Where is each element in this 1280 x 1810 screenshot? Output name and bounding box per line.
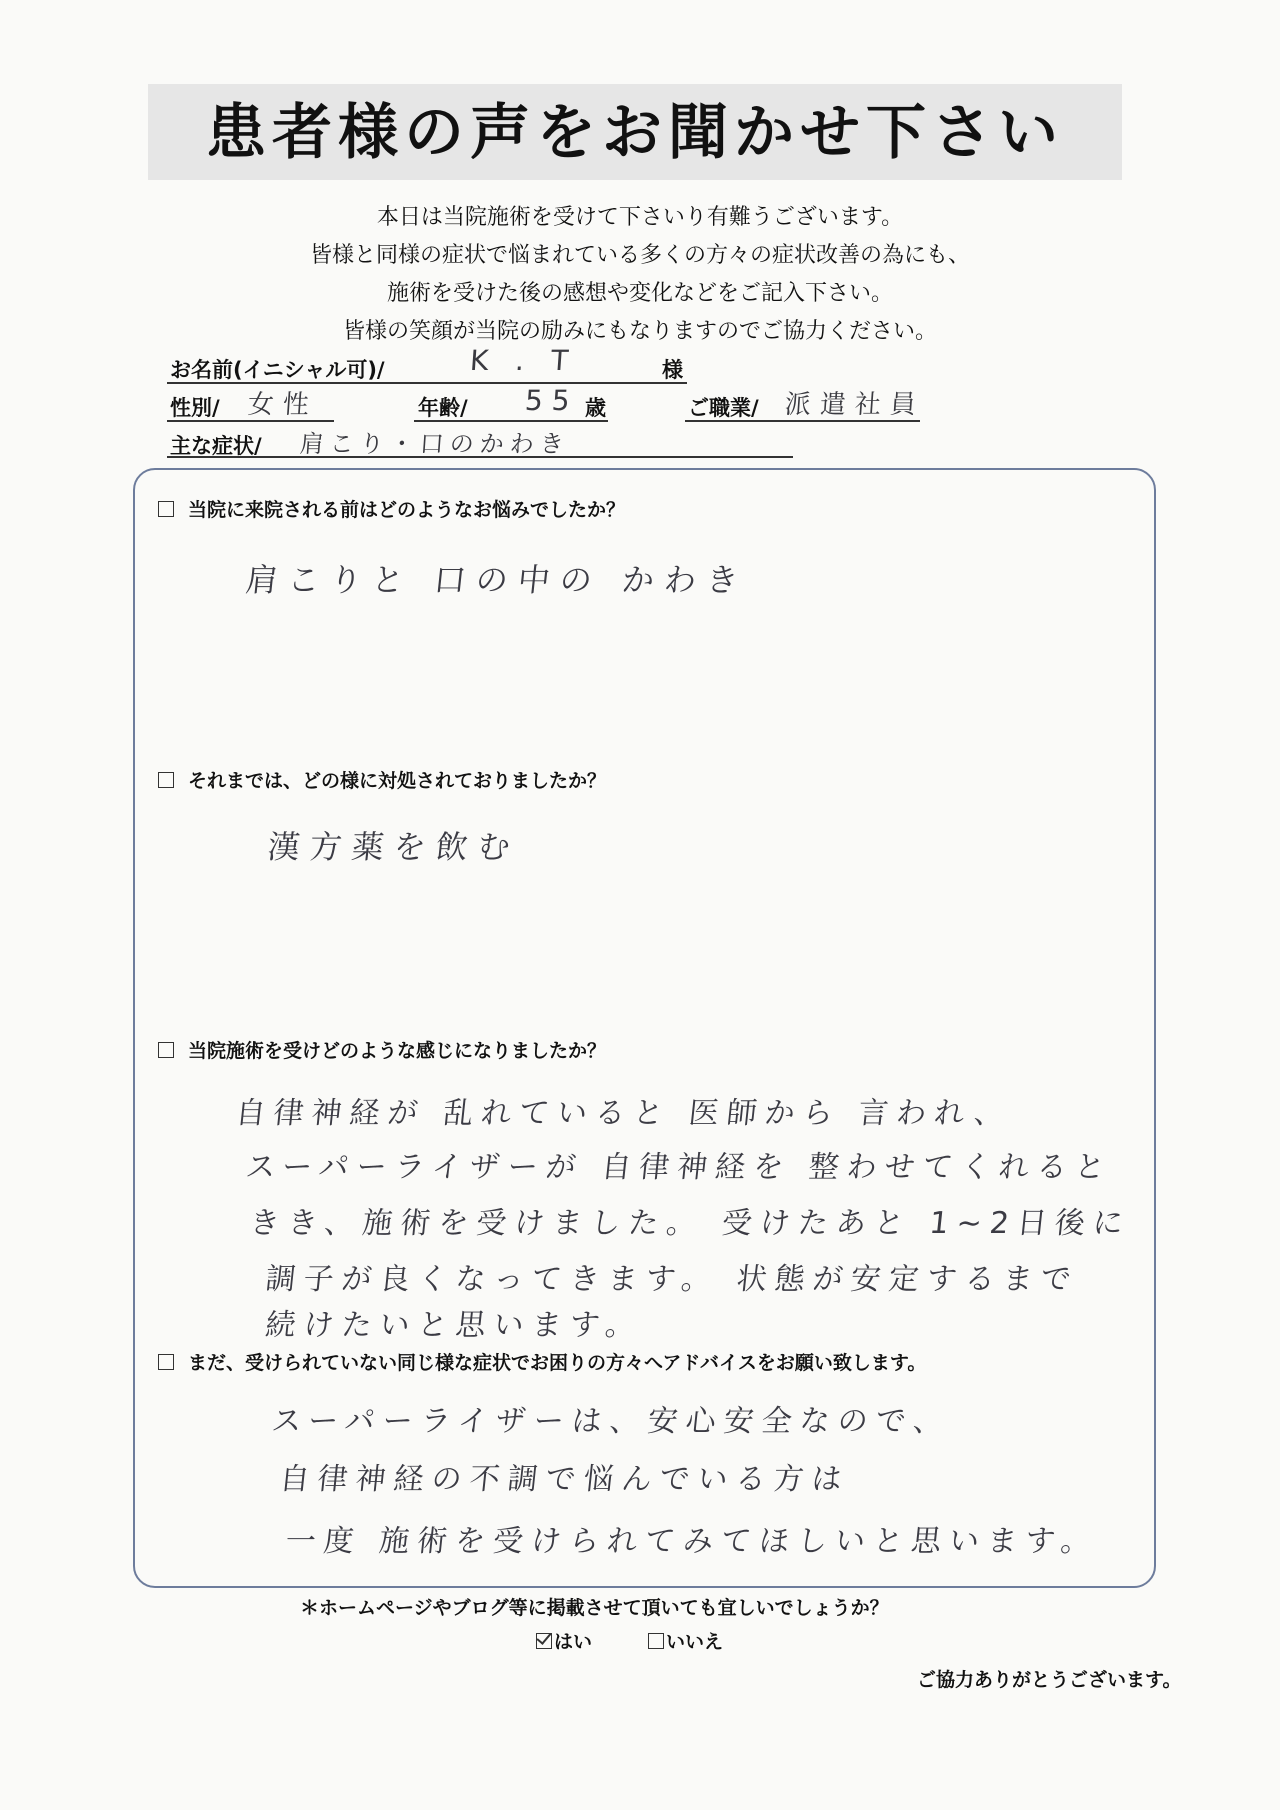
name-suffix: 様 [662,358,683,382]
consent-no-label: いいえ [666,1631,724,1653]
answer-4-line-3[interactable]: 一度 施術を受けられてみてほしいと思います。 [283,1524,1101,1559]
answer-3-line-2[interactable]: スーパーライザーが 自律神経を 整わせてくれると [243,1150,1115,1185]
question-3 [158,1036,606,1063]
intro-line-3: 施術を受けた後の感想や変化などをご記入下さい。 [386,281,893,306]
age-suffix: 歳 [585,396,606,420]
answer-3-line-3[interactable]: きき、施術を受けました。 受けたあと 1~2日後に [247,1206,1133,1241]
thanks-message: ご協力ありがとうございます。 [917,1669,1182,1691]
question-1-text: 当院に来院される前はどのようなお悩みでしたか？ [188,499,626,521]
answer-3-line-4[interactable]: 調子が良くなってきます。 状態が安定するまで [263,1262,1081,1297]
checkbox-icon[interactable] [158,501,174,517]
question-4-text: まだ、受けられていない同じ様な症状でお困りの方々へアドバイスをお願い致します。 [188,1352,927,1374]
answer-1-line-1[interactable]: 肩こりと 口の中の かわき [243,561,751,599]
consent-yes-label: はい [554,1631,593,1653]
symptom-underline [167,456,793,458]
job-underline [685,420,920,422]
consent-question: ＊ホームページやブログ等に掲載させて頂いても宜しいでしょうか？ [300,1597,889,1619]
checked-box-icon[interactable] [536,1633,552,1649]
age-underline [414,420,608,422]
question-4 [158,1348,926,1375]
question-1 [158,495,625,522]
answer-2-line-1[interactable]: 漢方薬を飲む [265,828,522,866]
question-3-text: 当院施術を受けどのような感じになりましたか？ [188,1040,607,1062]
answer-4-line-1[interactable]: スーパーライザーは、安心安全なので、 [269,1404,953,1439]
gender-label: 性別/ [170,396,220,420]
question-2-text: それまでは、どの様に対処されておりましたか？ [188,770,607,792]
job-label: ご職業/ [688,396,759,420]
symptom-value[interactable]: 肩こり・口のかわき [298,430,571,458]
name-label: お名前(イニシャル可)/ [170,358,385,382]
answer-3-line-5[interactable]: 続けたいと思います。 [263,1308,646,1343]
question-2 [158,766,606,793]
page-title: 患者様の声をお聞かせ下さい [206,98,1064,168]
name-underline [167,382,687,384]
symptom-label: 主な症状/ [170,434,262,458]
checkbox-icon[interactable] [158,1042,174,1058]
intro-line-4: 皆様の笑顔が当院の励みにもなりますのでご協力ください。 [342,319,937,344]
intro-line-2: 皆様と同様の症状で悩まれている多くの方々の症状改善の為にも、 [309,243,970,268]
age-value[interactable]: 55 [523,384,580,417]
intro-line-1: 本日は当院施術を受けて下さいり有難うございます。 [376,205,904,230]
consent-no-option[interactable] [648,1627,723,1654]
checkbox-icon[interactable] [158,1354,174,1370]
gender-underline [167,420,334,422]
consent-yes-option[interactable] [536,1627,592,1654]
job-value[interactable]: 派遣社員 [783,390,926,420]
name-value[interactable]: K . T [468,344,579,377]
checkbox-icon[interactable] [648,1633,664,1649]
answer-4-line-2[interactable]: 自律神経の不調で悩んでいる方は [277,1462,852,1497]
gender-value[interactable]: 女性 [246,390,319,420]
age-label: 年齢/ [418,396,468,420]
answer-3-line-1[interactable]: 自律神経が 乱れていると 医師から 言われ、 [233,1096,1014,1131]
checkbox-icon[interactable] [158,772,174,788]
